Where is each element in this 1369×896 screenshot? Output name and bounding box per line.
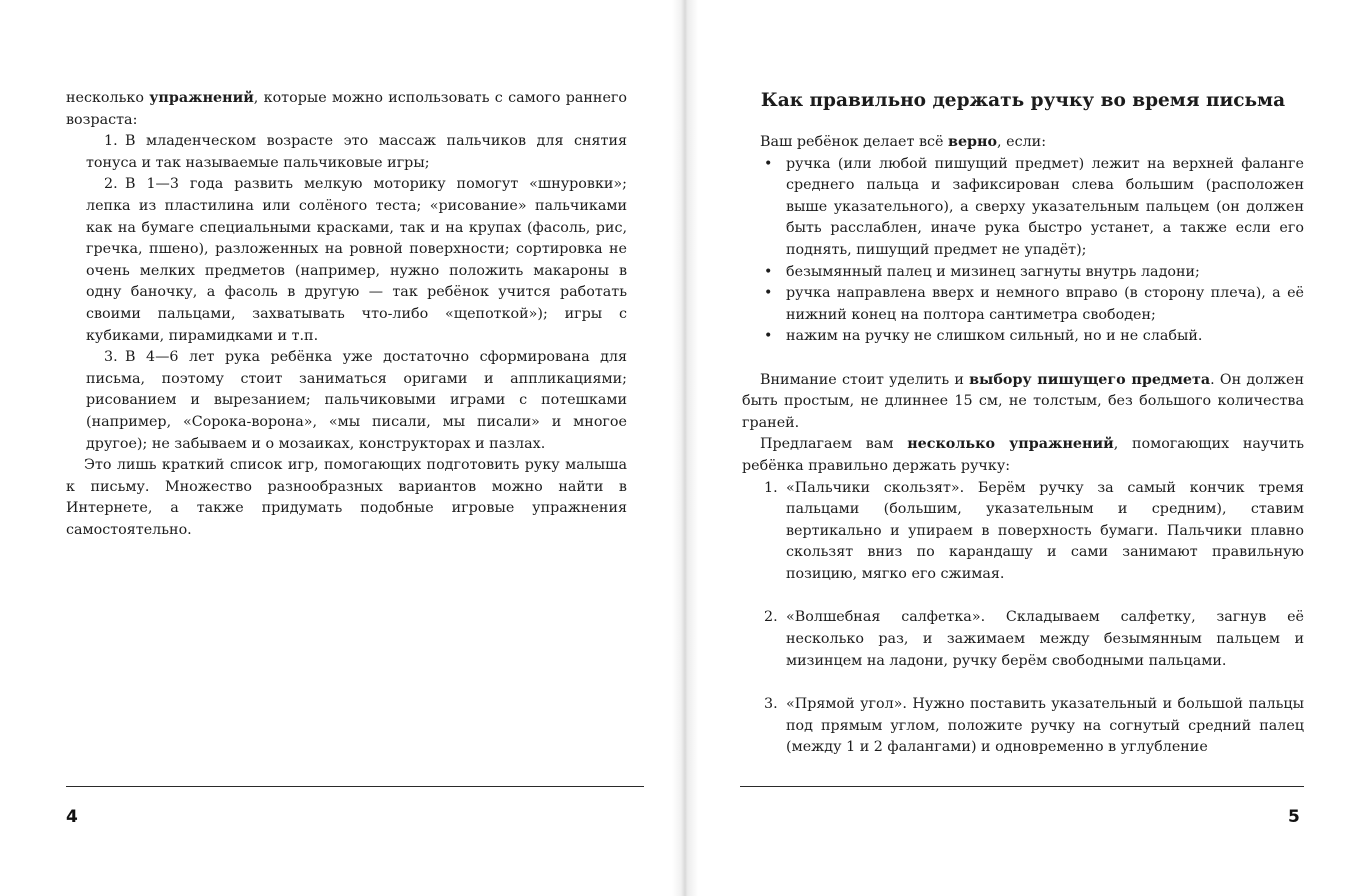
page-number: 5: [1288, 807, 1300, 827]
lead-paragraph: [742, 132, 1304, 154]
right-page-body: [742, 132, 1304, 759]
bullet-text: нажим на ручку не слишком сильный, но и не слабый.: [786, 328, 1203, 345]
exercise-text: «Пальчики скользят». Берём ручку за самый кончик тремя пальцами (большим, указательным и средним), ставим вертикально и упираем в поверхность бумаги. Пальчики плавно скользят вниз по карандашу и сами занимают правильную позицию, мягко его сжимая.: [786, 479, 1304, 582]
bullet-marker: •: [764, 285, 773, 302]
list-item-text: В младенческом возрасте это массаж пальчиков для снятия тонуса и так называемые пальчиковые игры;: [86, 133, 627, 171]
offer-paragraph: [742, 434, 1304, 477]
section-title: Как правильно держать ручку во время письма: [760, 90, 1286, 111]
attention-emphasis: выбору пишущего предмета: [969, 371, 1211, 388]
list-item-number: 3.: [104, 349, 118, 366]
bullet-item: [742, 326, 1304, 348]
exercise-number: 1.: [764, 479, 778, 496]
left-page: [0, 0, 684, 896]
exercise-text: «Волшебная салфетка». Складываем салфетку, загнув её несколько раз, и зажимаем между безымянным пальцем и мизинцем на ладони, ручку берём свободными пальцами.: [786, 609, 1304, 669]
lead-text-start: Ваш ребёнок делает всё: [760, 134, 949, 150]
bullet-text: ручка направлена вверх и немного вправо (в сторону плеча), а её нижний конец на полтора сантиметра свободен;: [786, 285, 1304, 323]
attention-paragraph: [742, 370, 1304, 435]
list-item-text: В 4—6 лет рука ребёнка уже достаточно сформирована для письма, поэтому стоит заниматься оригами и аппликациями; рисованием и вырезанием; пальчиковыми играми с потешками (например, «Сорока-ворона», «мы писали, мы писали» и многое другое); не забываем и о мозаиках, конструкторах и пазлах.: [86, 349, 627, 452]
closing-paragraph: Это лишь краткий список игр, помогающих подготовить руку малыша к письму. Множество разнообразных вариантов можно найти в Интернете, а также придумать подобные игровые упражнения самостоятельно.: [66, 457, 627, 538]
attention-text-end: . Он должен быть простым, не длиннее 15 см, не толстым, без большого количества граней.: [742, 371, 1304, 431]
list-item-number: 1.: [104, 133, 118, 150]
intro-emphasis: упражнений: [149, 90, 254, 106]
left-page-body: [66, 88, 627, 541]
footer-rule: [66, 786, 644, 787]
intro-paragraph: [66, 88, 627, 131]
paragraph-gap: [742, 585, 1304, 607]
list-item: [66, 131, 627, 174]
exercise-item: [742, 694, 1304, 759]
bullet-text: ручка (или любой пишущий предмет) лежит на верхней фаланге среднего пальца и зафиксирован слева большим (расположен выше указательного), а сверху указательным пальцем (он должен быть расслаблен, иначе рука быстро устанет, а также если его поднять, пишущий предмет не упадёт);: [786, 155, 1304, 258]
bullet-marker: •: [764, 328, 773, 345]
exercise-item: [742, 478, 1304, 586]
bullet-text: безымянный палец и мизинец загнуты внутрь ладони;: [786, 263, 1200, 280]
footer-rule: [740, 786, 1304, 787]
bullet-item: [742, 154, 1304, 262]
list-item-number: 2.: [104, 176, 118, 193]
bullet-item: [742, 283, 1304, 326]
exercise-number: 2.: [764, 609, 778, 626]
list-item: [66, 174, 627, 347]
intro-text-start: несколько: [66, 90, 150, 106]
page-number: 4: [66, 807, 78, 827]
list-item-text: В 1—3 года развить мелкую моторику помогут «шнуровки»; лепка из пластилина или солёного теста; «рисование» пальчиками как на бумаге специальными красками, так и на крупах (фасоль, рис, гречка, пшено), разложенных на ровной поверхности; сортировка не очень мелких предметов (например, нужно положить макароны в одну баночку, а фасоль в другую — так ребёнок учится работать своими пальцами, захватывать что-либо «щепоткой»); игры с кубиками, пирамидками и т.п.: [86, 176, 627, 344]
offer-text-start: Предлагаем вам: [760, 436, 908, 453]
bullet-item: [742, 262, 1304, 284]
bullet-marker: •: [764, 263, 773, 280]
offer-emphasis: несколько упражнений: [907, 436, 1114, 453]
book-gutter: [672, 0, 698, 896]
lead-emphasis: верно: [948, 134, 998, 150]
paragraph-gap: [742, 672, 1304, 694]
exercise-item: [742, 607, 1304, 672]
lead-text-end: , если:: [997, 134, 1047, 150]
exercise-text: «Прямой угол». Нужно поставить указательный и большой пальцы под прямым углом, положите ручку на согнутый средний палец (между 1 и 2 фалангами) и одновременно в углубление: [786, 696, 1304, 756]
intro-text-end: , которые можно использовать с самого раннего возраста:: [66, 90, 628, 128]
attention-text-start: Внимание стоит уделить и: [760, 371, 970, 388]
list-item: [66, 347, 627, 455]
exercise-number: 3.: [764, 696, 778, 713]
paragraph-gap: [742, 348, 1304, 370]
offer-text-end: , помогающих научить ребёнка правильно держать ручку:: [742, 436, 1305, 474]
right-page: [684, 0, 1369, 896]
bullet-marker: •: [764, 155, 773, 172]
